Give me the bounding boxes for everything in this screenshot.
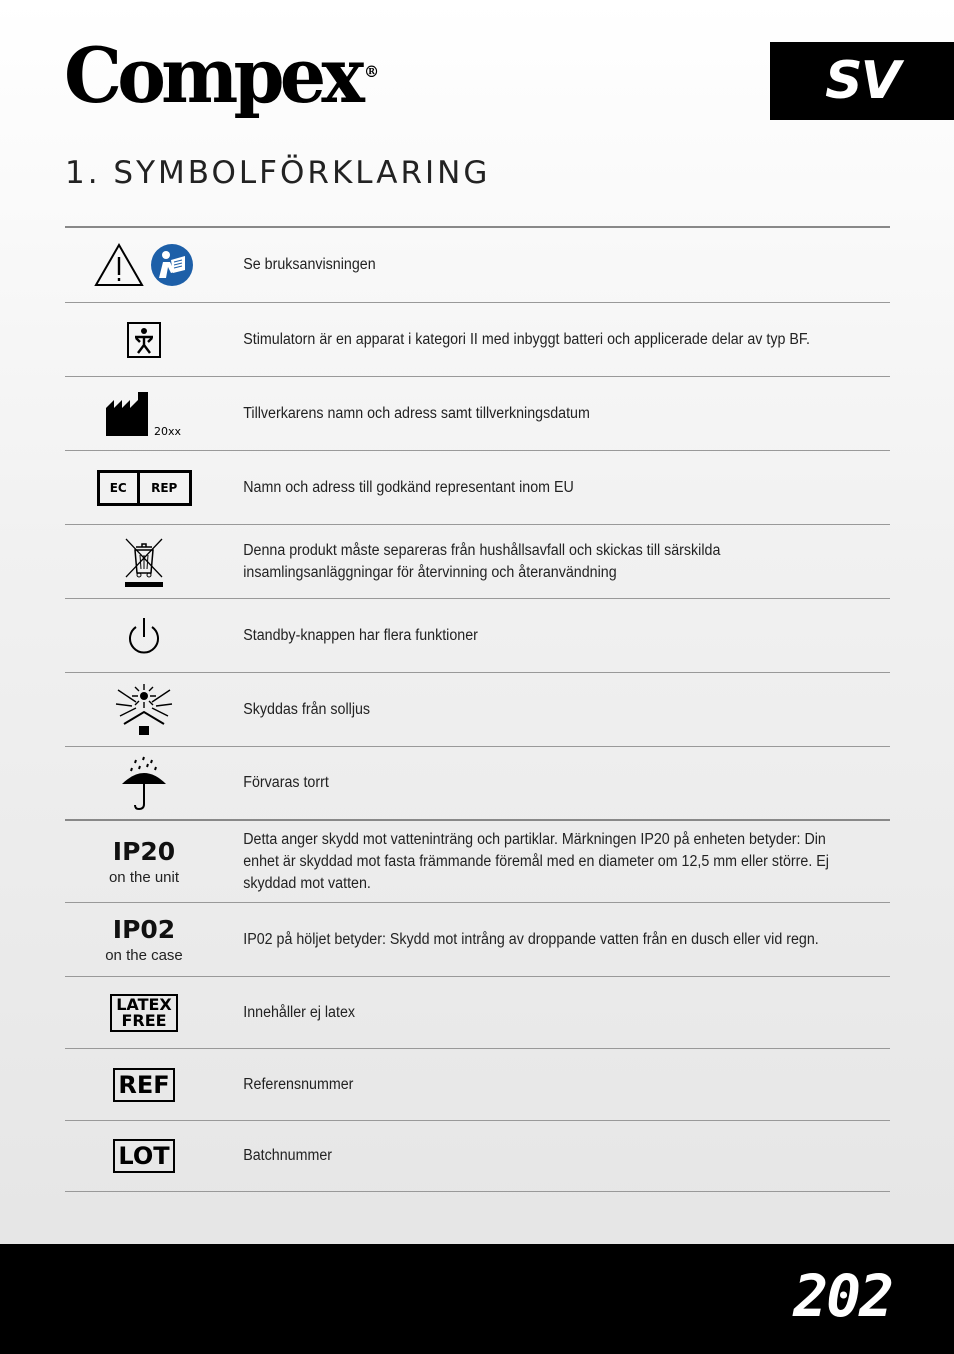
symbol-row [65, 673, 890, 747]
ec-label: EC [100, 473, 140, 503]
ref-label: REF [118, 1070, 170, 1099]
symbol-cell [65, 682, 223, 738]
symbol-description: Detta anger skydd mot vatteninträng och partiklar. Märkningen IP20 på enheten betyder: Din enhet är skyddad mot fasta främmande föremål med en diameter om 12,5 mm eller större. Ej skyddad mot vatten. [243, 830, 829, 892]
symbol-cell [65, 754, 223, 812]
symbol-cell [65, 914, 223, 964]
page-title: 1. SYMBOLFÖRKLARING [65, 155, 491, 191]
symbol-row [65, 977, 890, 1049]
footer-bar [0, 1244, 954, 1354]
symbol-description: Referensnummer [243, 1075, 354, 1093]
symbol-row [65, 377, 890, 451]
page-number: 202 [793, 1262, 892, 1330]
symbol-row [65, 1121, 890, 1192]
symbol-description: Stimulatorn är en apparat i kategori II med inbyggt batteri och applicerade delar av typ BF. [243, 330, 811, 348]
manufacturer-icon [104, 390, 150, 438]
symbol-row [65, 821, 890, 903]
ec-rep-icon [97, 470, 192, 506]
warning-icon [93, 242, 145, 288]
ip20-icon [108, 836, 180, 886]
symbol-cell [65, 321, 223, 359]
symbol-description: Se bruksanvisningen [243, 256, 376, 273]
manual-icon [149, 242, 195, 288]
ip02-code: IP02 [112, 914, 176, 944]
symbol-description: Innehåller ej latex [243, 1003, 356, 1021]
symbol-description: Namn och adress till godkänd representant inom EU [243, 478, 574, 496]
compex-logo [64, 31, 380, 120]
latex-free-icon [110, 994, 178, 1032]
standby-power-icon [126, 615, 162, 657]
symbol-cell [65, 994, 223, 1032]
symbol-description: Standby-knappen har flera funktioner [243, 626, 478, 644]
symbol-row [65, 1049, 890, 1121]
manufacturer-icon-wrap [104, 390, 184, 438]
rep-label: REP [151, 480, 178, 495]
manufacturer-date-label: 20xx [154, 424, 182, 438]
symbol-cell [65, 1139, 223, 1173]
ip20-code: IP20 [112, 836, 176, 866]
symbol-description: Skyddas från solljus [243, 700, 371, 718]
symbol-row [65, 525, 890, 599]
brand-name: Compex [64, 31, 361, 120]
symbol-table [65, 226, 890, 1192]
free-label: FREE [121, 1010, 167, 1030]
symbol-cell [65, 242, 223, 288]
keep-away-from-sunlight-icon [114, 682, 174, 738]
symbol-row [65, 303, 890, 377]
symbol-description: Batchnummer [243, 1147, 333, 1164]
symbol-cell [65, 535, 223, 589]
symbol-row [65, 747, 890, 821]
ip20-subtitle: on the unit [108, 868, 180, 886]
latex-label: LATEX [116, 994, 172, 1014]
type-bf-applied-part-icon [126, 321, 162, 359]
keep-dry-umbrella-icon [118, 754, 170, 812]
lot-icon [113, 1139, 174, 1173]
language-code: SV [825, 51, 899, 111]
ref-icon [113, 1068, 174, 1102]
lot-label: LOT [118, 1142, 170, 1170]
symbol-cell [65, 1068, 223, 1102]
symbol-row [65, 228, 890, 303]
symbol-row [65, 451, 890, 525]
symbol-cell [65, 615, 223, 657]
ip02-icon [105, 914, 183, 964]
symbol-description: IP02 på höljet betyder: Skydd mot intrång av droppande vatten från en dusch eller vid regn. [243, 930, 819, 948]
symbol-row [65, 599, 890, 673]
weee-crossed-bin-icon [122, 535, 166, 589]
symbol-cell [65, 390, 223, 438]
symbol-row [65, 903, 890, 977]
symbol-cell [65, 836, 223, 886]
symbol-description: Denna produkt måste separeras från hushållsavfall och skickas till särskilda insamlingsanläggningar för återvinning och återanvändning [243, 541, 721, 581]
symbol-cell [65, 470, 223, 506]
symbol-description: Förvaras torrt [243, 774, 329, 791]
symbol-description: Tillverkarens namn och adress samt tillverkningsdatum [243, 404, 590, 422]
registered-mark: ® [363, 62, 380, 81]
language-badge [770, 42, 954, 120]
ip02-subtitle: on the case [105, 946, 183, 964]
